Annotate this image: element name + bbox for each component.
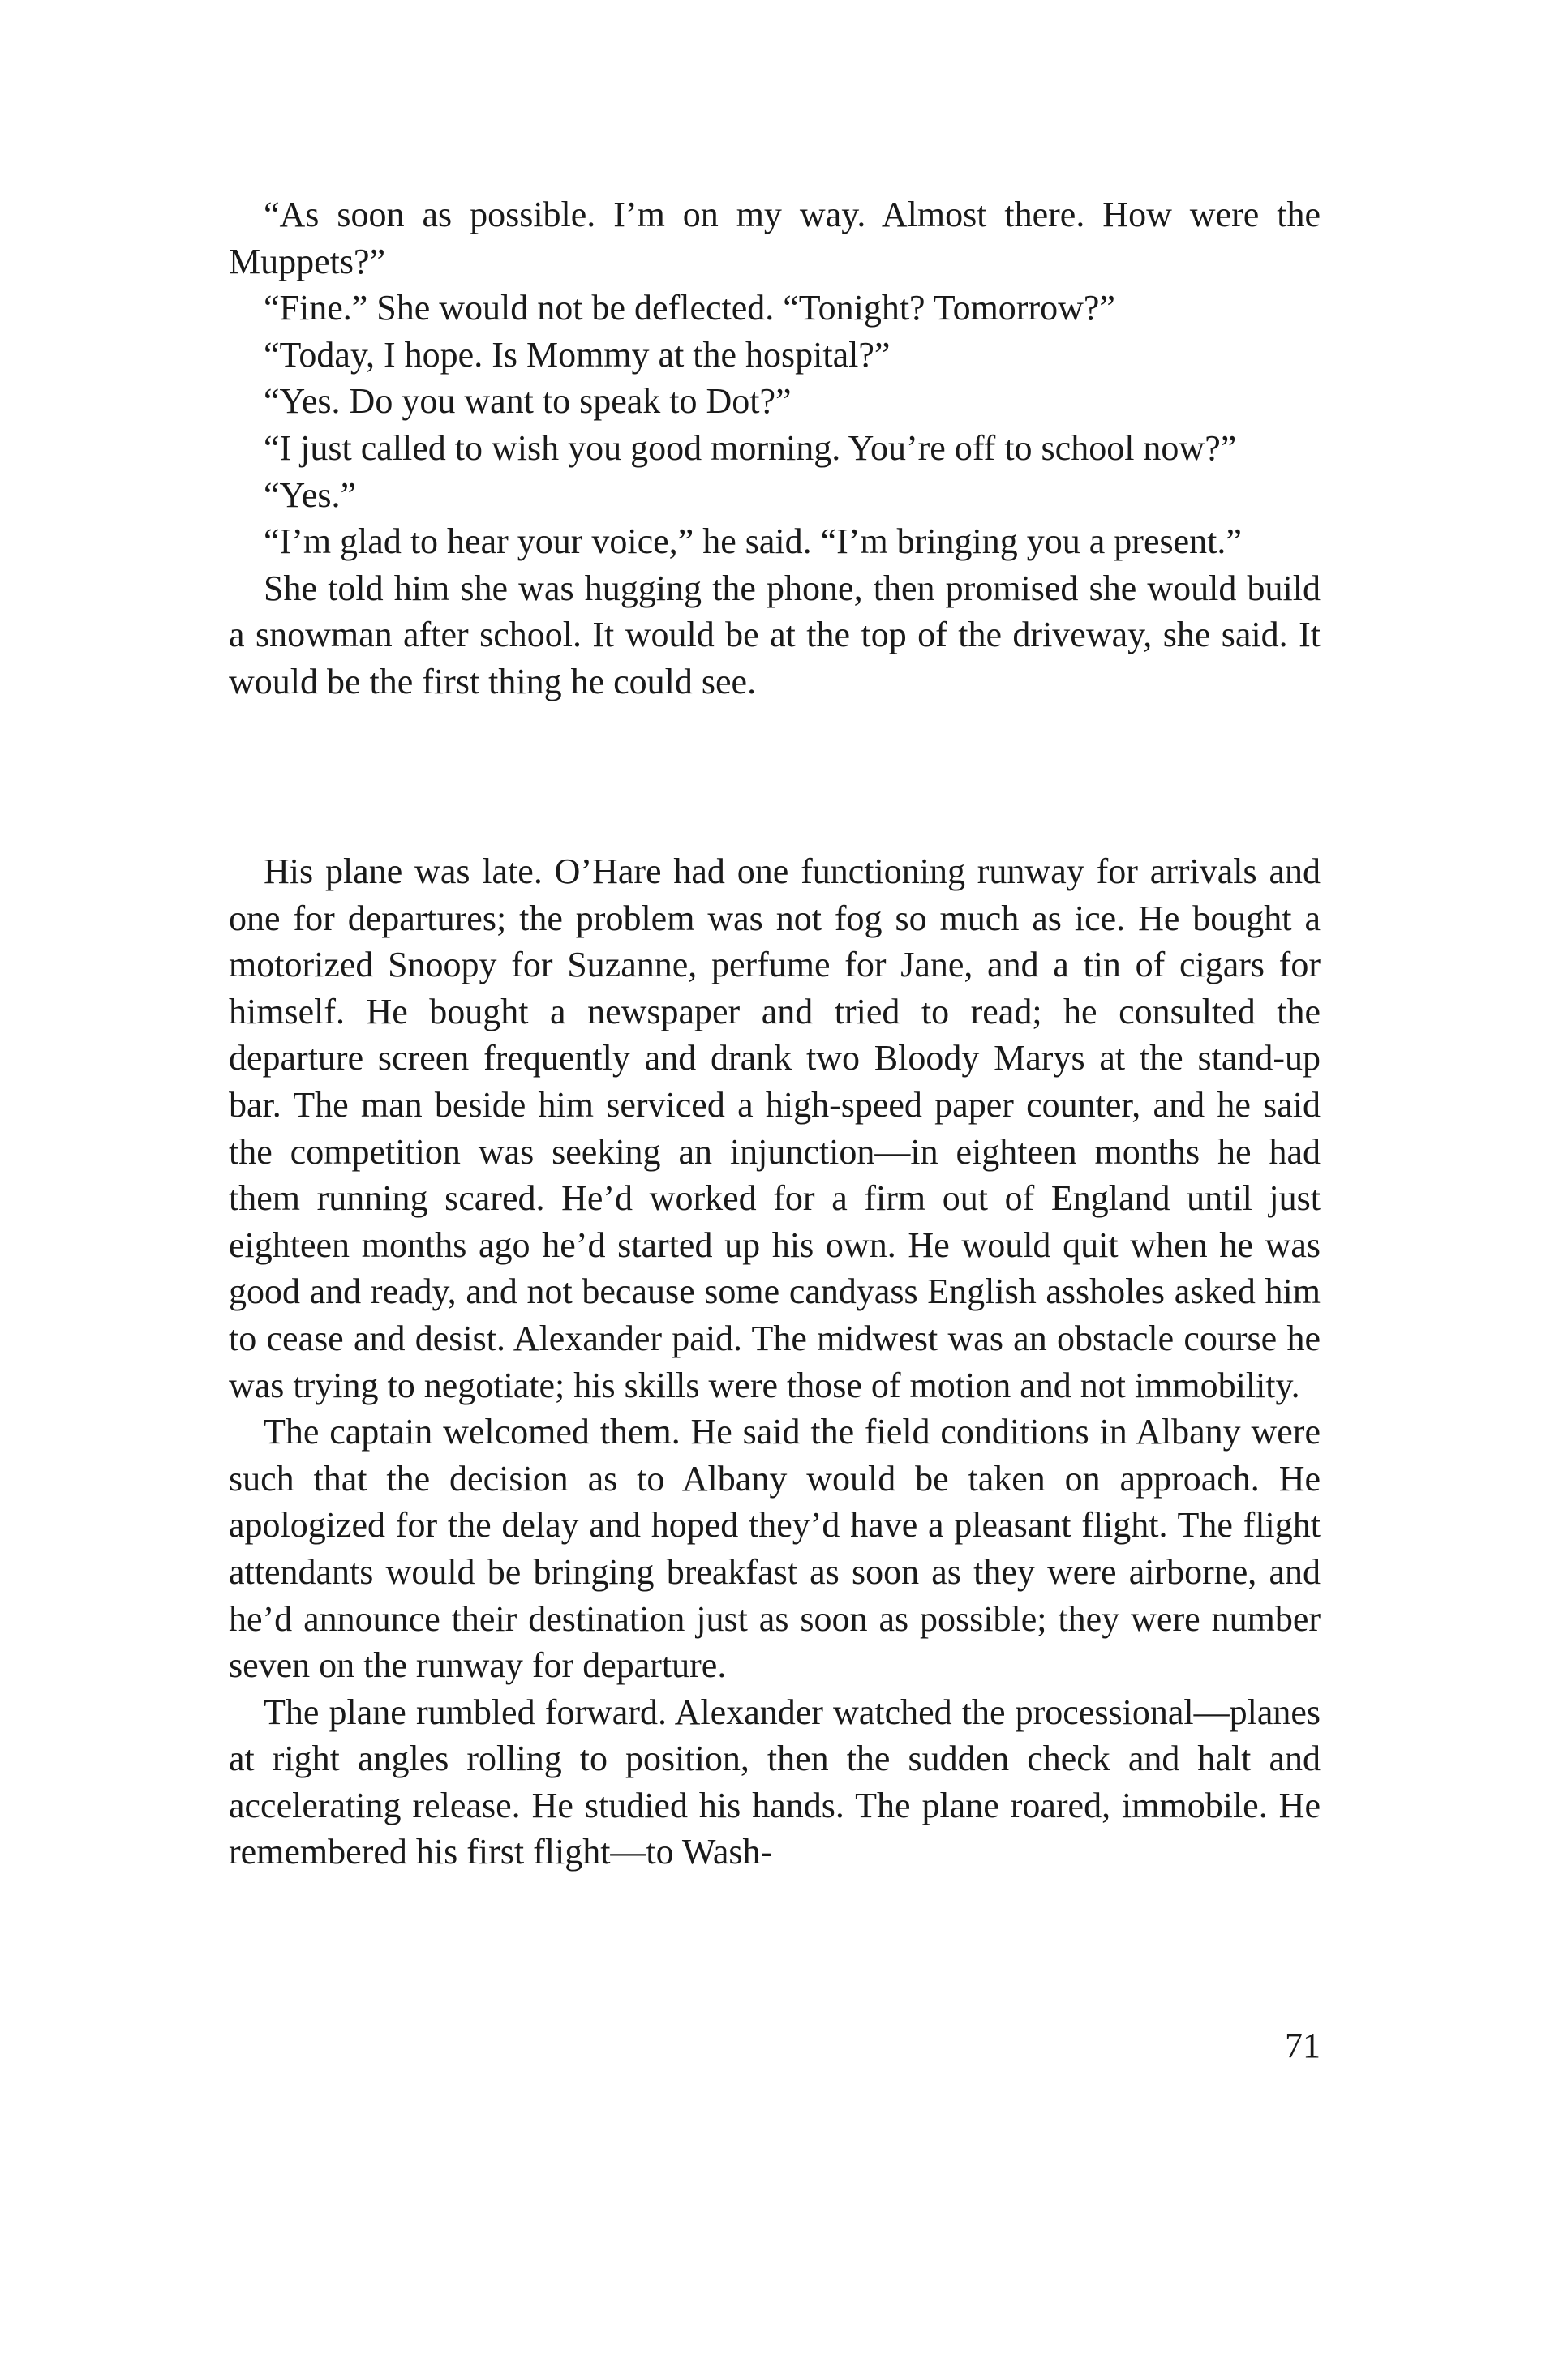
paragraph: “As soon as possible. I’m on my way. Almost there. How were the Muppets?” xyxy=(229,195,1321,281)
paragraph: “I just called to wish you good morning. You’re off to school now?” xyxy=(264,427,1237,468)
paragraph: She told him she was hugging the phone, then promised she would build a snowman after school. It would be at the top of the driveway, she said. It would be the first thing he could see. xyxy=(229,568,1321,701)
narrative-section xyxy=(229,848,1321,1876)
paragraph: “I’m glad to hear your voice,” he said. “I’m bringing you a present.” xyxy=(264,521,1242,562)
paragraph: The captain welcomed them. He said the field conditions in Albany were such that the decision as to Albany would be taken on approach. He apologized for the delay and hoped they’d have a pleasant flight. The flight attendants would be bringing breakfast as soon as they were airborne, and he’d announce their destination just as soon as possible; they were number seven on the runway for departure. xyxy=(229,1412,1321,1686)
paragraph: “Yes.” xyxy=(264,474,357,515)
paragraph: The plane rumbled forward. Alexander watched the processional—planes at right angles rolling to position, then the sudden check and halt and accelerating release. He studied his hands. The plane roared, immobile. He remembered his first flight—to Wash- xyxy=(229,1692,1321,1872)
dialogue-section xyxy=(229,191,1321,705)
paragraph: His plane was late. O’Hare had one functioning runway for arrivals and one for departures; the problem was not fog so much as ice. He bought a motorized Snoopy for Suzanne, perfume for Jane, and a tin of cigars for himself. He bought a newspaper and tried to read; he consulted the departure screen frequently and drank two Bloody Marys at the stand-up bar. The man beside him serviced a high-speed paper counter, and he said the competition was seeking an injunction—in eighteen months he had them running scared. He’d worked for a firm out of England until just eighteen months ago he’d started up his own. He would quit when he was good and ready, and not because some candyass English assholes asked him to cease and desist. Alexander paid. The midwest was an obstacle course he was trying to negotiate; his skills were those of motion and not immobility. xyxy=(229,851,1321,1405)
paragraph: “Yes. Do you want to speak to Dot?” xyxy=(264,381,792,422)
paragraph: “Today, I hope. Is Mommy at the hospital?” xyxy=(264,334,891,375)
page-number: 71 xyxy=(1285,2026,1321,2065)
paragraph: “Fine.” She would not be deflected. “Tonight? Tomorrow?” xyxy=(264,288,1115,328)
